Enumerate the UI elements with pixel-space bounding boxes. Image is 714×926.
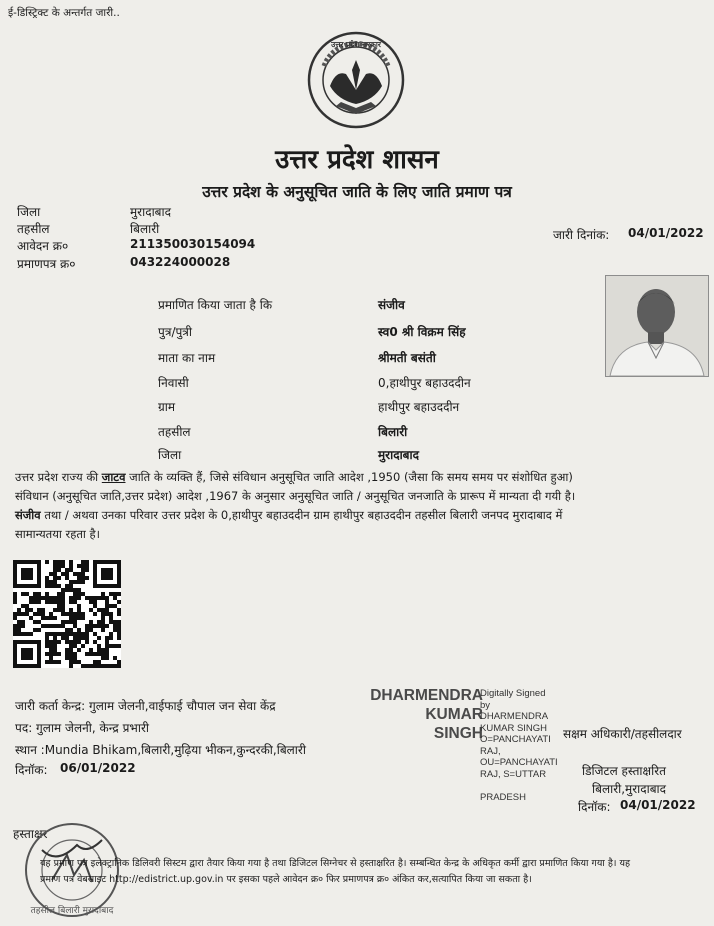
certify-label: प्रमाणित किया जाता है कि: [158, 298, 273, 312]
certificate-paragraph: [15, 468, 705, 544]
authority-place: बिलारी,मुरादाबाद: [592, 782, 667, 796]
application-value: 211350030154094: [130, 237, 256, 251]
page-subtitle: उत्तर प्रदेश के अनुसूचित जाति के लिए जाति प्रमाण पत्र: [202, 183, 512, 201]
paragraph-line-3-text: तथा / अथवा उनका परिवार उत्तर प्रदेश के 0,हाथीपुर बहाउददीन ग्राम हाथीपुर बहाउददीन तहसील बिलारी जनपद मुरादाबाद में: [40, 508, 563, 522]
signer-name-line: KUMAR: [425, 706, 483, 723]
footer-line-1: यह प्रमाण पत्र इलेक्ट्रानिक डिलिवरी सिस्टम द्वारा तैयार किया गया है तथा डिजिटल सिग्नेचर से हस्ताक्षरित है। सम्बन्धित केन्द्र के अधिकृत कर्मी द्वारा प्रमाणित किया गया है। यह: [40, 858, 631, 869]
parent-value: स्व0 श्री विक्रम सिंह: [378, 325, 466, 339]
seal-text: तहसील बिलारी मुरादाबाद: [30, 906, 114, 916]
issuer-post: पद: गुलाम जेलनी, केन्द्र प्रभारी: [15, 721, 149, 735]
issuer-date-value: 06/01/2022: [60, 761, 136, 775]
verification-footer: [40, 856, 705, 888]
applicant-photo: [605, 275, 709, 377]
signature-detail-line: RAJ, S=UTTAR: [480, 768, 547, 780]
tehsil-label: तहसील: [17, 222, 50, 236]
signature-detail-line: KUMAR SINGH: [480, 722, 548, 734]
village-value: हाथीपुर बहाउददीन: [378, 400, 460, 414]
paragraph-line-3: [15, 506, 705, 525]
signature-detail-line: by: [480, 699, 491, 711]
handwritten-signature-label: हस्ताक्षर: [13, 827, 48, 841]
qr-code-icon: [13, 560, 121, 668]
emblem-ring-text: उत्तर प्रदेश सरकार: [331, 40, 381, 49]
signature-detail-line: RAJ,: [480, 745, 501, 757]
issue-date-label: जारी दिनांक:: [553, 228, 610, 242]
signature-detail-line: O=PANCHAYATI: [480, 734, 551, 745]
top-note: ई-डिस्ट्रिक्ट के अन्तर्गत जारी..: [8, 7, 120, 19]
mother-value: श्रीमती बसंती: [378, 351, 436, 365]
tehsil-value: बिलारी: [130, 222, 160, 236]
application-label: आवेदन क्र०: [17, 239, 69, 253]
signer-name-line: SINGH: [433, 725, 483, 742]
certificate-label: प्रमाणपत्र क्र०: [17, 257, 76, 271]
parent-label: पुत्र/पुत्री: [158, 325, 193, 339]
district-label: जिला: [17, 205, 41, 219]
resident-value: 0,हाथीपुर बहाउददीन: [378, 376, 471, 390]
mother-label: माता का नाम: [158, 351, 216, 365]
issuer-date-label: दिनॉक:: [15, 763, 48, 777]
detail-district-label: जिला: [158, 448, 182, 462]
detail-tehsil-value: बिलारी: [378, 425, 408, 439]
page-title: उत्तर प्रदेश शासन: [275, 145, 439, 175]
signer-name-line: DHARMENDRA: [370, 687, 483, 704]
signature-detail-line: OU=PANCHAYATI: [480, 757, 558, 768]
issue-date-value: 04/01/2022: [628, 226, 704, 240]
paragraph-line-4: सामान्यतया रहता है।: [15, 527, 100, 541]
paragraph-line-1b: जाति के व्यक्ति हैं, जिसे संविधान अनुसूचित जाति आदेश ,1950 (जैसा कि समय समय पर संशोधित हुआ): [125, 470, 573, 484]
applicant-name: संजीव: [378, 298, 405, 312]
signature-detail-line: Digitally Signed: [480, 688, 546, 699]
signature-details: [480, 688, 570, 803]
footer-line-2: प्रमाण पत्र वेबसाइट http://edistrict.up.gov.in पर इसका पहले आवेदन क्र० फिर प्रमाणपत्र क्र० अंकित कर,सत्यापित किया जा सकता है।: [40, 874, 532, 885]
authority-role: सक्षम अधिकारी/तहसीलदार: [563, 727, 682, 741]
authority-date-value: 04/01/2022: [620, 798, 696, 812]
village-label: ग्राम: [158, 400, 176, 414]
authority-digital-sign: डिजिटल हस्ताक्षरित: [582, 764, 666, 778]
signature-detail-line: PRADESH: [480, 791, 526, 803]
signer-name: [358, 686, 483, 743]
district-value: मुरादाबाद: [130, 205, 172, 219]
detail-tehsil-label: तहसील: [158, 425, 191, 439]
paragraph-line-1: [15, 468, 705, 487]
authority-date-label: दिनॉक:: [578, 800, 611, 814]
signature-detail-line: DHARMENDRA: [480, 711, 549, 722]
certificate-value: 043224000028: [130, 255, 231, 269]
resident-label: निवासी: [158, 376, 189, 390]
up-government-emblem-icon: [306, 30, 406, 130]
issuer-place: स्थान :Mundia Bhikam,बिलारी,मुढ़िया भीकन,कुन्दरकी,बिलारी: [15, 743, 306, 757]
paragraph-line-1a: उत्तर प्रदेश राज्य की: [15, 470, 102, 484]
paragraph-line-2: संविधान (अनुसूचित जाति,उत्तर प्रदेश) आदेश ,1967 के अनुसार अनुसूचित जाति / अनुसूचित जनजाति के प्रारूप में मान्यता दी गयी है।: [15, 489, 576, 503]
issuer-center: जारी कर्ता केन्द्र: गुलाम जेलनी,वाईफाई चौपाल जन सेवा केंद्र: [15, 699, 276, 713]
detail-district-value: मुरादाबाद: [378, 448, 420, 462]
caste-name: जाटव: [101, 470, 126, 484]
paragraph-name: संजीव: [15, 508, 41, 522]
signature-detail-line: [480, 780, 570, 792]
